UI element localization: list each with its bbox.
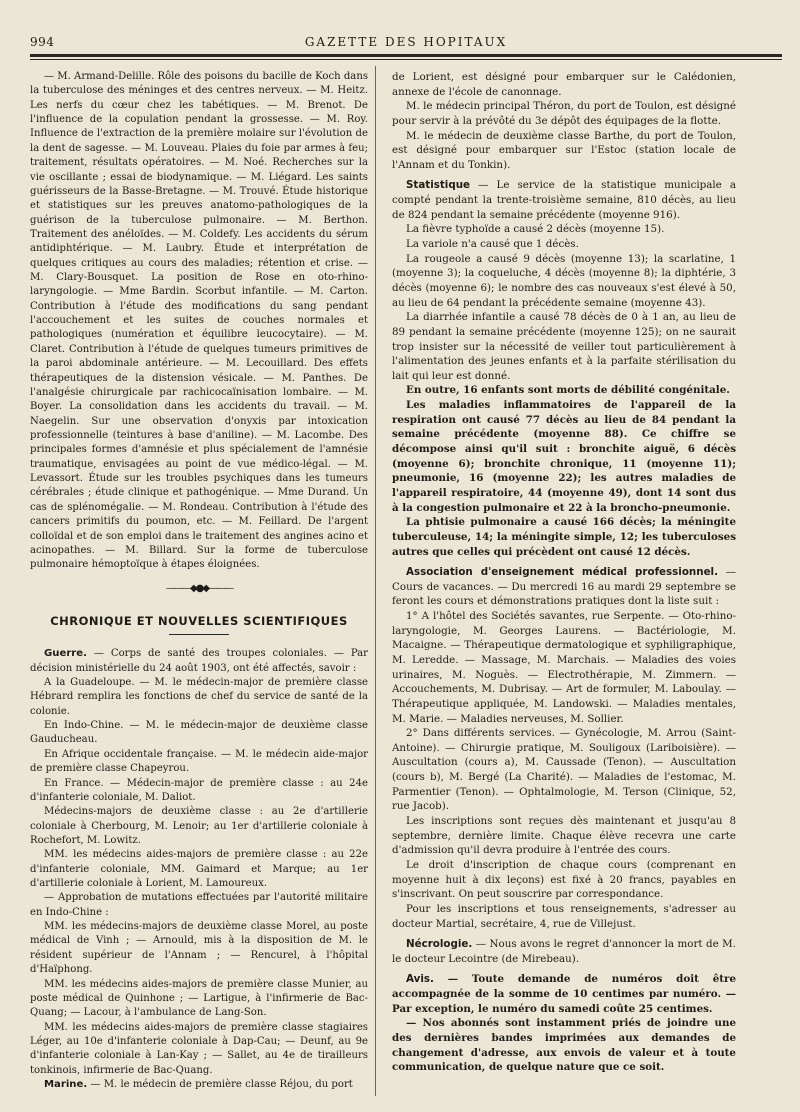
indochine-paragraph: En Indo-Chine. — M. le médecin-major de deuxième classe Gauducheau. <box>30 720 368 746</box>
guerre-lead: Guerre. <box>44 648 87 660</box>
services-paragraph: 2° Dans différents services. — Gynécologie, M. Arrou (Saint-Antoine). — Chirurgie pratique, M. Souligoux (Lariboisière). — Auscultation (cours a), M. Caussade (Tenon). — Auscultation (cours b), M. Bergé (La Charité). — Maladies de l'estomac, M. Parmentier (Tenon). — Ophtalmologie, M. Terson (Clinique, 52, rue Jacob). <box>392 727 736 813</box>
medecins-majors-paragraph: Médecins-majors de deuxième classe : au 2e d'artillerie coloniale à Cherbourg, M. Lenoir; au 1er d'artillerie coloniale à Rochefort, M. Lowitz. <box>30 806 368 846</box>
inscriptions-paragraph: Les inscriptions sont reçues dès maintenant et jusqu'au 8 septembre, dernière limite. Chaque élève recevra une carte d'admission qu'il devra produire à l'entrée des cours. <box>392 815 736 857</box>
avis-paragraph <box>392 972 736 1016</box>
guadeloupe-paragraph: A la Guadeloupe. — M. le médecin-major de première classe Hébrard remplira les fonctions de chef du service de santé de la colonie. <box>30 677 368 717</box>
mutations-majors-paragraph: MM. les médecins-majors de deuxième classe Morel, au poste médical de Vinh ; — Arnould, mis à la disposition de M. le résident supérieur de l'Annam ; — Rencurel, à l'hôpital d'Haïphong. <box>30 921 368 976</box>
guerre-paragraph <box>30 647 368 676</box>
guerre-text: — Corps de santé des troupes coloniales. — Par décision ministérielle du 24 août 1903, ont été affectés, savoir : <box>30 648 368 674</box>
association-paragraph <box>392 565 736 609</box>
mutations-aides-paragraph: MM. les médecins aides-majors de première classe Munier, au poste médical de Quinhone ; — Lartigue, à l'infirmerie de Bac-Quang; — Lacour, à l'ambulance de Lang-Son. <box>30 978 368 1019</box>
thesis-list: — M. Armand-Delille. Rôle des poisons du bacille de Koch dans la tuberculose des méninges et des centres nerveux. — M. Heitz. Les nerfs du cœur chez les tabétiques. — M. Brenot. De l'influence de la copulation pendant la grossesse. — M. Roy. Influence de l'extraction de la première molaire sur l'évolution de la dent de sagesse. — M. Louveau. Plaies du foie par armes à feu; traitement, résultats opératoires. — M. Noé. Recherches sur la vie oscillante ; essai de biodynamique. — M. Liégard. Les saints guérisseurs de la Basse-Bretagne. — M. Trouvé. Étude historique et statistiques sur les preuves anatomo-pathologiques de la guérison de la tuberculose pulmonaire. — M. Berthon. Traitement des anéloïdes. — M. Coldefy. Les accidents du sérum antidiphtérique. — M. Laubry. Étude et interprétation de quelques critiques au cours des maladies; rétention et crise. — M. Clary-Bousquet. La position de Rose en oto-rhino-laryngologie. — Mme Bardin. Scorbut infantile. — M. Carton. Contribution à l'étude des modifications du sang pendant l'accouchement et les suites de couches normales et pathologiques (numération et équilibre leucocytaire). — M. Claret. Contribution à l'étude de quelques tumeurs primitives de la paroi abdominale antérieure. — M. Lecouillard. Des effets thérapeutiques de la distension vésicale. — M. Panthes. De l'analgésie chirurgicale par rachicocaïnisation lombaire. — M. Boyer. La consolidation dans les accidents du travail. — M. Naegelin. Sur une observation d'onyxis par intoxication professionnelle (teintures à base d'aniline). — M. Lacombe. Des principales formes d'amnésie et plus spécialement de l'amnésie traumatique, envisagées au point de vue médico-légal. — M. Levassort. Étude sur les troubles psychiques dans les tumeurs cérébrales ; étude clinique et pathogénique. — Mme Durand. Un cas de splénomégalie. — M. Rondeau. Contribution à l'étude des cancers primitifs du poumon, etc. — M. Feillard. De l'argent colloïdal et de son emploi dans le traitement des angines acino et acinopathes. — M. Billard. Sur la forme de tuberculose pulmonaire hémoptoïque à étapes éloignées. <box>30 71 369 571</box>
mutations-stagiaires-paragraph: MM. les médecins aides-majors de première classe stagiaires Léger, au 10e d'infanterie coloniale à Dap-Cau; — Deunf, au 9e d'infanterie coloniale à Lan-Kay ; — Sallet, au 4e de tirailleurs tonkinois, infirmerie de Bac-Quang. <box>30 1021 368 1076</box>
barthe-paragraph: M. le médecin de deuxième classe Barthe, du port de Toulon, est désigné pour embarquer sur l'Estoc (station locale de l'Annam et du Tonkin). <box>392 129 736 171</box>
marine-text: — M. le médecin de première classe Réjou, du port <box>90 1079 353 1091</box>
association-lead: Association d'enseignement médical professionnel. <box>406 566 718 579</box>
statistique-paragraph <box>392 178 736 222</box>
droit-inscription-paragraph: Le droit d'inscription de chaque cours (comprenant en moyenne huit à dix leçons) est fixé à 20 francs, payables en s'inscrivant. On peut souscrire par correspondance. <box>392 858 736 901</box>
marine-lead: Marine. <box>44 1079 88 1091</box>
necrologie-lead: Nécrologie. <box>406 938 473 951</box>
page-header <box>30 31 782 51</box>
societes-savantes-paragraph: 1° A l'hôtel des Sociétés savantes, rue Serpente. — Oto-rhino-laryngologie, M. Georges Laurens. — Bactériologie, M. Macaigne. — Thérapeutique dermatologique et syphiligraphique, M. Leredde. — Massage, M. Marchais. — Maladies des voies urinaires, M. Noguès. — Electrothérapie, M. Zimmern. — Accouchements, M. Dubrisay. — Art de formuler, M. Laboulay. — Thérapeutique appliquée, M. Landowski. — Maladies mentales, M. Marie. — Maladies nerveuses, M. Sollier. <box>392 610 736 725</box>
debilite-paragraph: En outre, 16 enfants sont morts de débilité congénitale. <box>406 384 730 397</box>
section-title: CHRONIQUE ET NOUVELLES SCIENTIFIQUES <box>50 613 348 628</box>
respiratoire-paragraph: Les maladies inflammatoires de l'appareil de la respiration ont causé 77 décès au lieu de 84 pendant la semaine précédente (moyenne 88). Ce chiffre se décompose ainsi qu'il suit : bronchite aiguë, 6 décès (moyenne 6); bronchite chronique, 11 (moyenne 11); pneumonie, 16 (moyenne 22); les autres maladies de l'appareil respiratoire, 44 (moyenne 49), dont 14 sont dus à la congestion pulmonaire et 22 à la broncho-pneumonie. <box>392 399 736 514</box>
afrique-paragraph: En Afrique occidentale française. — M. le médecin aide-major de première classe Chapeyrou. <box>30 748 368 775</box>
section-separator: ———◆●◆——— <box>165 582 233 594</box>
header-rule-thin <box>30 59 782 60</box>
phtisie-paragraph: La phtisie pulmonaire a causé 166 décès; la méningite tuberculeuse, 14; la méningite simple, 12; les tuberculoses autres que celles qui précèdent ont causé 12 décès. <box>392 516 736 558</box>
avis-lead: Avis. <box>406 973 434 986</box>
statistique-lead: Statistique <box>406 179 471 192</box>
necrologie-text: — Nous avons le regret d'annoncer la mort de M. le docteur Lecointre (de Mirebeau). <box>392 938 736 965</box>
typhoide-paragraph: La fièvre typhoïde a causé 2 décès (moyenne 15). <box>406 223 665 236</box>
marine-paragraph <box>30 1078 368 1092</box>
variole-paragraph: La variole n'a causé que 1 décès. <box>406 238 579 251</box>
marine-continued: de Lorient, est désigné pour embarquer sur le Calédonien, annexe de l'école de canonnage. <box>392 71 736 98</box>
renseignements-paragraph: Pour les inscriptions et tous renseignements, s'adresser au docteur Martial, secrétaire, 4, rue de Villejust. <box>392 902 736 930</box>
mutations-paragraph: — Approbation de mutations effectuées par l'autorité militaire en Indo-Chine : <box>30 892 368 918</box>
right-column <box>392 70 736 1075</box>
theron-paragraph: M. le médecin principal Théron, du port de Toulon, est désigné pour servir à la prévôté du 3e dépôt des équipages de la flotte. <box>392 100 736 127</box>
rougeole-paragraph: La rougeole a causé 9 décès (moyenne 13); la scarlatine, 1 (moyenne 3); la coqueluche, 4 décès (moyenne 8); la diphtérie, 3 décès (moyenne 6); le nombre des cas nouveaux s'est élevé à 50, au lieu de 64 pendant la précédente semaine (moyenne 43). <box>392 252 736 309</box>
header-rule-thick <box>30 54 782 57</box>
statistique-text: — Le service de la statistique municipale a compté pendant la trente-troisième semaine, 810 décès, au lieu de 824 pendant la semaine précédente (moyenne 916). <box>392 179 736 221</box>
abonnes-paragraph: — Nos abonnés sont instamment priés de joindre une des dernières bandes imprimées aux demandes de changement d'adresse, aux envois de valeur et à toute communication, de quelque nature que ce soit. <box>392 1017 736 1074</box>
france-paragraph: En France. — Médecin-major de première classe : au 24e d'infanterie coloniale, M. Daliot. <box>30 777 368 803</box>
aides-majors-paragraph: MM. les médecins aides-majors de première classe : au 22e d'infanterie coloniale, MM. Gaimard et Marque; au 1er d'artillerie coloniale à Lorient, M. Lamoureux. <box>30 849 368 890</box>
page-number: 994 <box>30 35 55 49</box>
necrologie-paragraph <box>392 937 736 966</box>
column-divider <box>375 66 376 1096</box>
journal-title: GAZETTE DES HOPITAUX <box>304 35 508 49</box>
section-title-rule <box>169 634 229 635</box>
association-text: — Cours de vacances. — Du mercredi 16 au mardi 29 septembre se feront les cours et démonstrations pratiques dont la liste suit : <box>392 566 736 608</box>
left-column <box>30 70 368 1092</box>
avis-text: — Toute demande de numéros doit être accompagnée de la somme de 10 centimes par numéro. — Par exception, le numéro du samedi coûte 25 centimes. <box>392 973 736 1015</box>
diarrhee-paragraph: La diarrhée infantile a causé 78 décès de 0 à 1 an, au lieu de 89 pendant la semaine précédente (moyenne 125); on ne saurait trop insister sur la nécessité de veiller tout particulièrement à l'alimentation des jeunes enfants et à la parfaite stérilisation du lait qui leur est donné. <box>392 311 736 382</box>
